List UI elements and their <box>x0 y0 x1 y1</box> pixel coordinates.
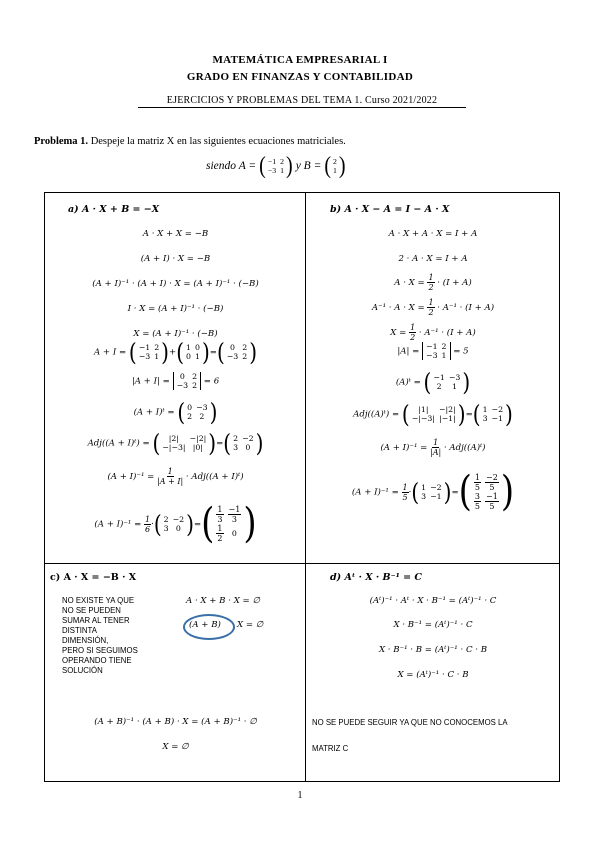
part-c-line: X = ∅ <box>237 620 264 630</box>
part-b-line: A · X + A · X = I + A <box>388 229 478 239</box>
part-a-transpose: (A + I)ᵗ = ( 0 −3 2 2 ) <box>133 397 218 427</box>
part-a-det: |A + I| = 0 2 −3 2 = 6 <box>131 372 220 390</box>
part-c-title: c) A · X = −B · X <box>50 572 137 583</box>
part-d-line: (Aᵗ)⁻¹ · Aᵗ · X · B⁻¹ = (Aᵗ)⁻¹ · C <box>369 596 497 606</box>
part-d-note: NO SE PUEDE SEGUIR YA QUE NO CONOCEMOS LA <box>312 718 508 727</box>
part-b-line: A⁻¹ · A · X = $\frac{1}{2}$ · A⁻¹ · (I + A) <box>371 298 495 317</box>
page-number: 1 <box>297 790 303 801</box>
part-d-title: d) Aᵗ · X · B⁻¹ = C <box>330 572 422 583</box>
part-b-line: X = $\frac{1}{2}$ · A⁻¹ · (I + A) <box>390 323 476 342</box>
title-line-3: EJERCICIOS Y PROBLEMAS DEL TEMA 1. Curso 2021/2022 <box>138 95 466 108</box>
part-a-line: (A + I) · X = −B <box>140 254 211 264</box>
part-a-line: (A + I)⁻¹ · (A + I) · X = (A + I)⁻¹ · (−B) <box>92 279 259 289</box>
part-c-line: A · X + B · X = ∅ <box>186 596 260 606</box>
part-d-line: X · B⁻¹ = (Aᵗ)⁻¹ · C <box>393 620 473 630</box>
part-c-circled: (A + B) <box>189 620 221 630</box>
part-d-line: X · B⁻¹ · B = (Aᵗ)⁻¹ · C · B <box>378 645 488 655</box>
part-b-det: |A| = −1 2 −3 1 = 5 <box>397 342 469 360</box>
part-b-line: A · X = $\frac{1}{2}$ · (I + A) <box>394 273 472 292</box>
grid-divider-horizontal <box>44 563 560 564</box>
part-a-line: X = (A + I)⁻¹ · (−B) <box>133 329 218 339</box>
matrix-B: ( 2 1 ) <box>324 152 346 180</box>
title-line-1: MATEMÁTICA EMPRESARIAL I <box>212 54 388 66</box>
given-matrices: siendo A = ( −1 2 −3 1 ) y B = ( 2 1 ) <box>206 152 346 180</box>
part-a-inverse-result: (A + I)⁻¹ = $\frac{1}{6}$ · ( 2 −2 3 0 ) = ( $\frac{1}{3}$ $\frac{-1}{3}$ $\frac{1}{2}$ 0 ) <box>94 500 257 548</box>
problem-statement: Problema 1. Despeje la matriz X en las siguientes ecuaciones matriciales. <box>34 136 346 147</box>
part-a-title: a) A · X + B = −X <box>68 204 160 215</box>
part-c-note: NO EXISTE YA QUE NO SE PUEDEN SUMAR AL TENER DISTINTA DIMENSIÓN, PERO SI SEGUIMOS OPERANDO TIENE SOLUCIÓN <box>62 596 138 675</box>
part-b-adj: Adj((A)ᵗ) = ( |1| −|2| −|−3| |−1| ) = ( 1 −2 3 −1 ) <box>353 399 513 429</box>
part-c-line: (A + B)⁻¹ · (A + B) · X = (A + B)⁻¹ · ∅ <box>94 717 257 727</box>
part-d-line: X = (Aᵗ)⁻¹ · C · B <box>397 670 469 680</box>
part-a-inverse-formula: (A + I)⁻¹ = $\frac{1}{|A + I|}$ · Adj((A + I)ᵗ) <box>107 467 244 486</box>
part-b-transpose: (A)ᵗ = ( −1 −3 2 1 ) <box>395 367 471 397</box>
part-c-line: X = ∅ <box>162 742 189 752</box>
grid-divider-vertical <box>305 192 306 782</box>
part-b-line: 2 · A · X = I + A <box>398 254 468 264</box>
matrix-A: ( −1 2 −3 1 ) <box>259 152 293 180</box>
part-a-line: I · X = (A + I)⁻¹ · (−B) <box>127 304 224 314</box>
part-a-sum: A + I = ( −1 2 −3 1 ) + ( 1 0 0 1 ) = ( 0 2 −3 2 ) <box>93 337 258 367</box>
part-d-note-2: MATRIZ C <box>312 744 349 753</box>
part-b-title: b) A · X − A = I − A · X <box>330 204 450 215</box>
part-a-adj: Adj((A + I)ᵗ) = ( |2| −|2| −|−3| |0| ) = ( 2 −2 3 0 ) <box>87 428 264 458</box>
title-line-2: GRADO EN FINANZAS Y CONTABILIDAD <box>186 71 414 83</box>
part-a-line: A · X + X = −B <box>142 229 209 239</box>
part-b-inverse-formula: (A + I)⁻¹ = $\frac{1}{|A|}$ · Adj((A)ᵗ) <box>380 438 486 457</box>
part-b-inverse-result: (A + I)⁻¹ = $\frac{1}{5}$ · ( 1 −2 3 −1 ) = ( $\frac{1}{5}$ $\frac{-2}{5}$ $\frac{3}{5}$ $\frac{-1}{5}$ ) <box>351 468 515 516</box>
